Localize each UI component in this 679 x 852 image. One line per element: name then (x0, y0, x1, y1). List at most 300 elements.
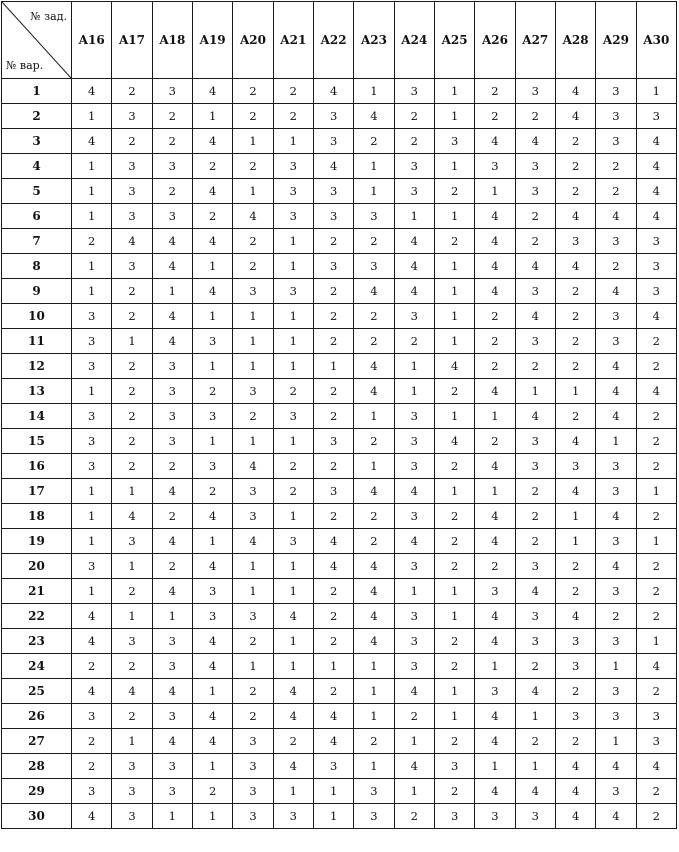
answer-cell: 4 (313, 154, 353, 179)
answer-cell: 2 (313, 304, 353, 329)
answer-cell: 2 (192, 204, 232, 229)
answer-cell: 3 (192, 404, 232, 429)
answer-cell: 3 (475, 679, 515, 704)
answer-cell: 4 (475, 254, 515, 279)
answer-cell: 2 (434, 629, 474, 654)
table-row (2, 304, 677, 329)
answer-cell: 4 (596, 554, 636, 579)
answer-cell: 3 (596, 679, 636, 704)
answer-cell: 3 (273, 154, 313, 179)
answer-cell: 4 (313, 729, 353, 754)
answer-cell: 3 (354, 804, 394, 829)
answer-cell: 1 (354, 154, 394, 179)
answer-cell: 1 (233, 429, 273, 454)
answer-cell: 1 (112, 729, 152, 754)
table-row (2, 779, 677, 804)
answer-cell: 2 (555, 729, 595, 754)
answer-cell: 4 (233, 204, 273, 229)
answer-cell: 2 (515, 729, 555, 754)
answer-cell: 4 (192, 554, 232, 579)
answer-cell: 1 (233, 329, 273, 354)
table-row (2, 604, 677, 629)
answer-cell: 2 (233, 404, 273, 429)
answer-cell: 1 (354, 654, 394, 679)
variant-number-cell: 7 (2, 229, 72, 254)
answer-cell: 2 (233, 679, 273, 704)
answer-cell: 1 (434, 479, 474, 504)
answer-cell: 3 (72, 354, 112, 379)
answer-cell: 1 (192, 354, 232, 379)
answer-cell: 3 (596, 529, 636, 554)
answer-cell: 4 (515, 579, 555, 604)
answer-cell: 1 (434, 604, 474, 629)
answer-cell: 2 (313, 604, 353, 629)
table-row (2, 329, 677, 354)
answer-cell: 1 (394, 579, 434, 604)
answer-cell: 4 (475, 129, 515, 154)
answer-cell: 1 (192, 104, 232, 129)
answer-cell: 2 (636, 354, 676, 379)
answer-cell: 3 (596, 629, 636, 654)
answer-cell: 1 (72, 479, 112, 504)
answer-cell: 1 (72, 504, 112, 529)
answer-cell: 2 (475, 429, 515, 454)
answer-cell: 1 (273, 354, 313, 379)
answer-cell: 3 (394, 304, 434, 329)
column-header-a20: A20 (233, 2, 273, 79)
variant-number-cell: 22 (2, 604, 72, 629)
answer-cell: 2 (515, 479, 555, 504)
answer-cell: 2 (475, 79, 515, 104)
answer-cell: 2 (72, 729, 112, 754)
answer-cell: 4 (555, 254, 595, 279)
answer-cell: 1 (72, 529, 112, 554)
answer-cell: 2 (112, 279, 152, 304)
answer-cell: 3 (515, 179, 555, 204)
answer-cell: 3 (596, 304, 636, 329)
answer-cell: 2 (515, 229, 555, 254)
answer-cell: 4 (636, 154, 676, 179)
answer-table (1, 1, 677, 829)
answer-cell: 4 (112, 679, 152, 704)
answer-cell: 2 (515, 529, 555, 554)
answer-cell: 2 (636, 429, 676, 454)
answer-cell: 3 (515, 804, 555, 829)
answer-cell: 3 (394, 429, 434, 454)
answer-cell: 1 (233, 179, 273, 204)
answer-cell: 4 (434, 429, 474, 454)
answer-cell: 3 (152, 79, 192, 104)
answer-cell: 3 (273, 404, 313, 429)
task-number-label: № зад. (30, 10, 67, 23)
answer-cell: 3 (152, 379, 192, 404)
header-row (2, 2, 677, 79)
answer-cell: 2 (152, 179, 192, 204)
table-row (2, 404, 677, 429)
answer-cell: 2 (313, 504, 353, 529)
table-row (2, 679, 677, 704)
answer-cell: 2 (112, 579, 152, 604)
answer-cell: 3 (515, 329, 555, 354)
variant-number-cell: 24 (2, 654, 72, 679)
answer-cell: 1 (192, 254, 232, 279)
answer-cell: 4 (636, 379, 676, 404)
answer-cell: 1 (273, 554, 313, 579)
answer-cell: 4 (636, 179, 676, 204)
answer-cell: 1 (515, 704, 555, 729)
answer-cell: 3 (313, 479, 353, 504)
answer-cell: 1 (273, 429, 313, 454)
variant-number-cell: 25 (2, 679, 72, 704)
answer-cell: 3 (475, 154, 515, 179)
answer-cell: 3 (152, 654, 192, 679)
answer-cell: 2 (354, 429, 394, 454)
answer-cell: 4 (192, 229, 232, 254)
variant-number-cell: 17 (2, 479, 72, 504)
answer-cell: 4 (313, 529, 353, 554)
variant-number-cell: 8 (2, 254, 72, 279)
answer-cell: 4 (152, 479, 192, 504)
answer-cell: 4 (434, 354, 474, 379)
answer-cell: 3 (233, 804, 273, 829)
column-header-a21: A21 (273, 2, 313, 79)
answer-cell: 4 (192, 179, 232, 204)
answer-cell: 1 (394, 779, 434, 804)
variant-number-cell: 11 (2, 329, 72, 354)
answer-cell: 2 (112, 129, 152, 154)
answer-cell: 4 (192, 729, 232, 754)
answer-cell: 2 (636, 404, 676, 429)
answer-cell: 1 (434, 279, 474, 304)
answer-cell: 4 (192, 279, 232, 304)
answer-cell: 2 (394, 129, 434, 154)
answer-cell: 3 (273, 529, 313, 554)
variant-number-cell: 14 (2, 404, 72, 429)
answer-cell: 2 (555, 354, 595, 379)
answer-cell: 2 (152, 504, 192, 529)
corner-header-cell (2, 2, 72, 79)
answer-cell: 4 (152, 229, 192, 254)
variant-number-cell: 16 (2, 454, 72, 479)
answer-cell: 3 (192, 329, 232, 354)
answer-cell: 4 (273, 704, 313, 729)
answer-cell: 4 (515, 404, 555, 429)
variant-number-cell: 4 (2, 154, 72, 179)
column-header-a29: A29 (596, 2, 636, 79)
answer-cell: 3 (515, 429, 555, 454)
answer-cell: 2 (313, 379, 353, 404)
answer-cell: 3 (72, 304, 112, 329)
answer-cell: 4 (596, 804, 636, 829)
answer-cell: 4 (596, 504, 636, 529)
answer-cell: 4 (475, 604, 515, 629)
answer-cell: 3 (313, 254, 353, 279)
answer-cell: 4 (555, 104, 595, 129)
answer-cell: 2 (515, 204, 555, 229)
answer-cell: 1 (354, 404, 394, 429)
answer-cell: 4 (555, 754, 595, 779)
answer-cell: 2 (636, 679, 676, 704)
answer-cell: 2 (555, 279, 595, 304)
answer-cell: 2 (555, 129, 595, 154)
answer-cell: 4 (555, 204, 595, 229)
answer-cell: 2 (515, 504, 555, 529)
answer-cell: 1 (313, 804, 353, 829)
answer-cell: 4 (354, 604, 394, 629)
answer-cell: 1 (434, 404, 474, 429)
answer-cell: 1 (354, 454, 394, 479)
answer-cell: 3 (233, 504, 273, 529)
answer-cell: 3 (394, 454, 434, 479)
table-row (2, 579, 677, 604)
answer-cell: 2 (555, 554, 595, 579)
answer-cell: 3 (273, 279, 313, 304)
answer-cell: 4 (596, 754, 636, 779)
answer-table-body (2, 79, 677, 829)
answer-cell: 2 (112, 704, 152, 729)
answer-cell: 3 (192, 579, 232, 604)
answer-cell: 4 (475, 279, 515, 304)
answer-cell: 2 (233, 254, 273, 279)
answer-cell: 4 (72, 629, 112, 654)
answer-cell: 2 (192, 779, 232, 804)
table-row (2, 754, 677, 779)
answer-cell: 1 (555, 379, 595, 404)
answer-cell: 1 (233, 354, 273, 379)
answer-cell: 1 (273, 129, 313, 154)
answer-cell: 3 (596, 229, 636, 254)
answer-cell: 4 (555, 479, 595, 504)
answer-cell: 1 (152, 604, 192, 629)
answer-cell: 1 (273, 504, 313, 529)
answer-cell: 1 (192, 679, 232, 704)
answer-cell: 3 (112, 529, 152, 554)
answer-cell: 4 (273, 679, 313, 704)
column-header-a30: A30 (636, 2, 676, 79)
answer-cell: 4 (555, 604, 595, 629)
answer-cell: 2 (354, 329, 394, 354)
variant-number-cell: 26 (2, 704, 72, 729)
answer-cell: 3 (72, 329, 112, 354)
table-row (2, 179, 677, 204)
answer-cell: 3 (596, 479, 636, 504)
answer-cell: 3 (434, 129, 474, 154)
answer-cell: 4 (394, 229, 434, 254)
answer-cell: 3 (515, 604, 555, 629)
answer-cell: 2 (72, 754, 112, 779)
answer-cell: 3 (596, 79, 636, 104)
table-row (2, 629, 677, 654)
answer-cell: 3 (313, 179, 353, 204)
answer-cell: 4 (192, 629, 232, 654)
answer-cell: 1 (273, 579, 313, 604)
answer-cell: 3 (434, 804, 474, 829)
answer-cell: 3 (152, 704, 192, 729)
answer-cell: 4 (636, 204, 676, 229)
answer-cell: 3 (112, 104, 152, 129)
answer-cell: 3 (273, 179, 313, 204)
answer-cell: 2 (273, 479, 313, 504)
answer-cell: 4 (313, 554, 353, 579)
answer-cell: 2 (72, 229, 112, 254)
variant-number-cell: 15 (2, 429, 72, 454)
answer-cell: 1 (192, 804, 232, 829)
answer-cell: 4 (233, 529, 273, 554)
answer-cell: 3 (233, 604, 273, 629)
answer-cell: 1 (394, 354, 434, 379)
answer-cell: 2 (636, 804, 676, 829)
answer-cell: 1 (233, 654, 273, 679)
answer-cell: 1 (555, 529, 595, 554)
column-header-a24: A24 (394, 2, 434, 79)
column-header-a23: A23 (354, 2, 394, 79)
answer-cell: 3 (555, 454, 595, 479)
answer-cell: 2 (313, 279, 353, 304)
column-header-a27: A27 (515, 2, 555, 79)
answer-cell: 1 (112, 604, 152, 629)
answer-cell: 1 (273, 229, 313, 254)
variant-number-cell: 12 (2, 354, 72, 379)
answer-cell: 2 (354, 529, 394, 554)
answer-cell: 1 (354, 704, 394, 729)
answer-cell: 4 (475, 504, 515, 529)
answer-cell: 3 (152, 629, 192, 654)
table-row (2, 154, 677, 179)
answer-cell: 2 (475, 329, 515, 354)
answer-cell: 3 (152, 779, 192, 804)
answer-cell: 2 (273, 104, 313, 129)
answer-cell: 4 (152, 304, 192, 329)
answer-cell: 4 (475, 204, 515, 229)
answer-cell: 3 (434, 754, 474, 779)
answer-cell: 2 (152, 104, 192, 129)
answer-cell: 2 (273, 454, 313, 479)
table-row (2, 279, 677, 304)
answer-cell: 4 (555, 429, 595, 454)
answer-cell: 2 (434, 229, 474, 254)
answer-cell: 1 (72, 179, 112, 204)
answer-cell: 4 (596, 379, 636, 404)
answer-cell: 2 (112, 79, 152, 104)
column-header-a22: A22 (313, 2, 353, 79)
answer-cell: 2 (72, 654, 112, 679)
answer-cell: 1 (515, 379, 555, 404)
answer-cell: 3 (596, 579, 636, 604)
answer-cell: 3 (394, 554, 434, 579)
answer-cell: 2 (112, 379, 152, 404)
answer-cell: 3 (515, 79, 555, 104)
answer-cell: 4 (354, 554, 394, 579)
answer-cell: 2 (192, 154, 232, 179)
answer-cell: 2 (596, 254, 636, 279)
answer-cell: 2 (394, 104, 434, 129)
answer-cell: 3 (313, 754, 353, 779)
answer-cell: 2 (636, 554, 676, 579)
answer-cell: 4 (233, 454, 273, 479)
answer-cell: 3 (636, 229, 676, 254)
variant-number-cell: 29 (2, 779, 72, 804)
variant-number-cell: 27 (2, 729, 72, 754)
answer-cell: 2 (555, 404, 595, 429)
answer-cell: 4 (192, 654, 232, 679)
answer-cell: 2 (515, 354, 555, 379)
answer-cell: 1 (555, 504, 595, 529)
answer-cell: 4 (596, 354, 636, 379)
answer-cell: 1 (273, 254, 313, 279)
answer-cell: 1 (72, 154, 112, 179)
answer-cell: 1 (313, 654, 353, 679)
answer-cell: 4 (354, 279, 394, 304)
variant-number-label: № вар. (6, 59, 44, 72)
answer-cell: 3 (233, 779, 273, 804)
answer-cell: 1 (434, 254, 474, 279)
answer-cell: 4 (152, 729, 192, 754)
answer-cell: 2 (233, 704, 273, 729)
answer-cell: 1 (354, 179, 394, 204)
answer-cell: 4 (636, 304, 676, 329)
answer-cell: 4 (636, 654, 676, 679)
answer-cell: 1 (636, 529, 676, 554)
answer-cell: 3 (394, 79, 434, 104)
answer-cell: 2 (112, 429, 152, 454)
answer-cell: 3 (152, 154, 192, 179)
variant-number-cell: 13 (2, 379, 72, 404)
answer-cell: 1 (72, 254, 112, 279)
answer-cell: 2 (434, 654, 474, 679)
answer-cell: 4 (475, 229, 515, 254)
answer-cell: 2 (596, 179, 636, 204)
table-row (2, 79, 677, 104)
answer-cell: 3 (596, 454, 636, 479)
answer-cell: 1 (475, 179, 515, 204)
answer-cell: 3 (72, 779, 112, 804)
table-row (2, 529, 677, 554)
answer-cell: 1 (636, 479, 676, 504)
answer-cell: 3 (354, 779, 394, 804)
answer-cell: 4 (354, 479, 394, 504)
answer-cell: 1 (72, 104, 112, 129)
table-row (2, 704, 677, 729)
table-row (2, 454, 677, 479)
answer-cell: 1 (434, 579, 474, 604)
variant-number-cell: 23 (2, 629, 72, 654)
answer-cell: 1 (475, 654, 515, 679)
column-header-a25: A25 (434, 2, 474, 79)
answer-cell: 4 (354, 379, 394, 404)
answer-cell: 2 (555, 579, 595, 604)
answer-cell: 1 (475, 754, 515, 779)
table-row (2, 504, 677, 529)
variant-number-cell: 2 (2, 104, 72, 129)
table-row (2, 129, 677, 154)
answer-cell: 2 (233, 229, 273, 254)
answer-cell: 2 (313, 629, 353, 654)
answer-cell: 4 (112, 504, 152, 529)
answer-cell: 3 (152, 354, 192, 379)
answer-cell: 2 (555, 329, 595, 354)
answer-cell: 1 (112, 329, 152, 354)
answer-cell: 1 (636, 629, 676, 654)
answer-cell: 1 (233, 579, 273, 604)
answer-cell: 2 (515, 104, 555, 129)
answer-cell: 1 (475, 479, 515, 504)
answer-cell: 3 (596, 104, 636, 129)
answer-cell: 2 (394, 329, 434, 354)
answer-cell: 3 (394, 629, 434, 654)
answer-cell: 4 (394, 479, 434, 504)
answer-cell: 3 (515, 454, 555, 479)
answer-cell: 1 (434, 304, 474, 329)
